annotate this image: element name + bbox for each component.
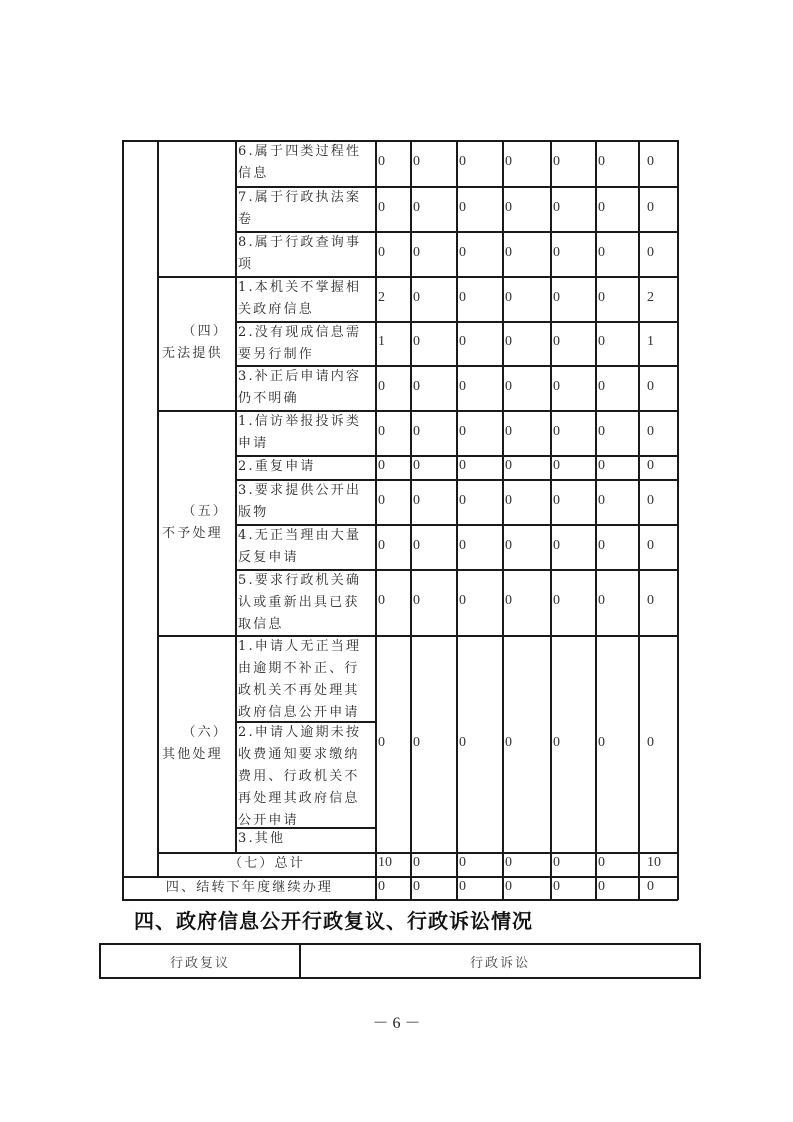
value-cell: 0 <box>378 458 385 473</box>
value-cell: 0 <box>459 199 466 215</box>
category-number: （六） <box>182 724 228 740</box>
value-cell: 0 <box>413 423 420 439</box>
row-label: 1.本机关不掌握相关政府信息 <box>238 280 362 317</box>
value-cell: 0 <box>378 154 385 169</box>
value-cell: 0 <box>647 199 654 215</box>
table-border <box>122 140 124 900</box>
value-cell: 10 <box>378 855 392 870</box>
value-cell: 0 <box>553 734 560 750</box>
value-cell: 0 <box>598 734 605 750</box>
value-cell: 0 <box>647 423 654 439</box>
value-cell: 0 <box>378 378 385 394</box>
value-cell: 1 <box>647 334 654 349</box>
value-cell: 0 <box>459 879 466 894</box>
table-border <box>677 140 679 900</box>
table-border <box>550 140 552 900</box>
value-cell: 0 <box>459 244 466 260</box>
value-cell: 0 <box>413 855 420 870</box>
table-border <box>595 140 597 900</box>
value-cell: 0 <box>378 492 385 508</box>
value-cell: 2 <box>647 289 654 305</box>
value-cell: 0 <box>505 423 512 439</box>
value-cell: 0 <box>505 199 512 215</box>
value-cell: 0 <box>505 879 512 894</box>
value-cell: 0 <box>598 537 605 553</box>
row-label: 1.申请人无正当理由逾期不补正、行政机关不再处理其政府信息公开申请 <box>238 639 362 720</box>
value-cell: 0 <box>505 378 512 394</box>
value-cell: 0 <box>553 879 560 894</box>
row-label: 2.申请人逾期未按收费通知要求缴纳费用、行政机关不再处理其政府信息公开申请 <box>238 725 362 826</box>
table-border <box>157 276 235 278</box>
value-cell: 0 <box>505 734 512 750</box>
value-cell: 2 <box>378 289 385 305</box>
value-cell: 0 <box>378 734 385 750</box>
value-cell: 0 <box>459 492 466 508</box>
category-name: 无法提供 <box>162 346 223 361</box>
value-cell: 0 <box>413 593 420 608</box>
value-cell: 0 <box>598 593 605 608</box>
value-cell: 0 <box>553 154 560 169</box>
value-cell: 0 <box>378 593 385 608</box>
value-cell: 0 <box>459 334 466 349</box>
value-cell: 0 <box>505 458 512 473</box>
category-other-processing <box>158 722 234 766</box>
value-cell: 0 <box>598 458 605 473</box>
total-label: （七）总计 <box>228 856 305 871</box>
value-cell: 0 <box>598 244 605 260</box>
category-number: （四） <box>182 324 228 339</box>
row-label: 3.补正后申请内容仍不明确 <box>238 369 362 406</box>
value-cell: 0 <box>505 537 512 553</box>
row-label: 5.要求行政机关确认或重新出具已获取信息 <box>238 573 362 632</box>
value-cell: 0 <box>553 423 560 439</box>
table-border <box>410 140 412 900</box>
table-border <box>502 140 504 900</box>
table-border <box>638 140 640 900</box>
value-cell: 0 <box>598 378 605 394</box>
value-cell: 0 <box>505 154 512 169</box>
row-label: 3.要求提供公开出版物 <box>238 483 362 520</box>
value-cell: 0 <box>378 537 385 553</box>
value-cell: 1 <box>378 334 385 349</box>
table-border <box>456 140 458 900</box>
table-border <box>157 410 235 412</box>
page-number: － 6 － <box>372 1015 421 1032</box>
value-cell: 0 <box>647 458 654 473</box>
row-label: 2.没有现成信息需要另行制作 <box>238 325 362 362</box>
value-cell: 0 <box>647 734 654 750</box>
value-cell: 0 <box>553 334 560 349</box>
section-heading: 四、政府信息公开行政复议、行政诉讼情况 <box>134 909 533 933</box>
value-cell: 0 <box>598 289 605 305</box>
value-cell: 0 <box>413 289 420 305</box>
value-cell: 0 <box>598 154 605 169</box>
value-cell: 0 <box>378 423 385 439</box>
value-cell: 0 <box>459 855 466 870</box>
table-border <box>157 140 159 876</box>
value-cell: 0 <box>505 593 512 608</box>
category-not-processed <box>158 501 234 545</box>
value-cell: 0 <box>413 537 420 553</box>
value-cell: 0 <box>413 458 420 473</box>
value-cell: 0 <box>647 154 654 169</box>
value-cell: 0 <box>553 458 560 473</box>
value-cell: 0 <box>459 378 466 394</box>
value-cell: 0 <box>647 244 654 260</box>
value-cell: 0 <box>459 537 466 553</box>
value-cell: 0 <box>459 423 466 439</box>
row-label: 4.无正当理由大量反复申请 <box>238 528 362 565</box>
row-label: 6.属于四类过程性信息 <box>238 144 362 181</box>
row-label: 7.属于行政执法案卷 <box>238 190 362 227</box>
value-cell: 0 <box>505 492 512 508</box>
value-cell: 0 <box>505 855 512 870</box>
value-cell: 0 <box>598 423 605 439</box>
row-label: 3.其他 <box>238 831 286 846</box>
value-cell: 0 <box>413 199 420 215</box>
value-cell: 0 <box>459 154 466 169</box>
value-cell: 0 <box>598 492 605 508</box>
value-cell: 0 <box>413 879 420 894</box>
value-cell: 0 <box>505 244 512 260</box>
header-litigation: 行政诉讼 <box>469 956 530 971</box>
carry-over-label: 四、结转下年度继续办理 <box>165 880 334 895</box>
value-cell: 0 <box>647 492 654 508</box>
category-name: 不予处理 <box>162 525 223 541</box>
category-name: 其他处理 <box>162 746 223 762</box>
table-border <box>375 140 377 900</box>
value-cell: 0 <box>553 244 560 260</box>
value-cell: 0 <box>413 378 420 394</box>
value-cell: 0 <box>647 378 654 394</box>
value-cell: 0 <box>459 734 466 750</box>
value-cell: 0 <box>378 879 385 894</box>
value-cell: 0 <box>413 734 420 750</box>
value-cell: 0 <box>378 244 385 260</box>
value-cell: 0 <box>378 199 385 215</box>
row-label: 1.信访举报投诉类申请 <box>238 414 362 451</box>
value-cell: 0 <box>553 199 560 215</box>
table-border <box>235 140 237 852</box>
value-cell: 0 <box>598 879 605 894</box>
value-cell: 0 <box>598 334 605 349</box>
value-cell: 0 <box>505 334 512 349</box>
value-cell: 0 <box>553 593 560 608</box>
header-review: 行政复议 <box>169 956 230 971</box>
row-label: 8.属于行政查询事项 <box>238 235 362 272</box>
value-cell: 0 <box>459 289 466 305</box>
value-cell: 10 <box>647 855 661 870</box>
value-cell: 0 <box>413 244 420 260</box>
value-cell: 0 <box>413 492 420 508</box>
table-border <box>157 635 235 637</box>
value-cell: 0 <box>413 154 420 169</box>
value-cell: 0 <box>553 378 560 394</box>
value-cell: 0 <box>598 199 605 215</box>
value-cell: 0 <box>647 593 654 608</box>
value-cell: 0 <box>459 458 466 473</box>
value-cell: 0 <box>598 855 605 870</box>
value-cell: 0 <box>553 492 560 508</box>
value-cell: 0 <box>647 537 654 553</box>
value-cell: 0 <box>505 289 512 305</box>
value-cell: 0 <box>553 855 560 870</box>
category-number: （五） <box>182 503 228 519</box>
value-cell: 0 <box>553 289 560 305</box>
value-cell: 0 <box>553 537 560 553</box>
category-unable-to-provide <box>158 321 234 365</box>
value-cell: 0 <box>459 593 466 608</box>
row-label: 2.重复申请 <box>238 459 316 474</box>
value-cell: 0 <box>413 334 420 349</box>
value-cell: 0 <box>647 879 654 894</box>
